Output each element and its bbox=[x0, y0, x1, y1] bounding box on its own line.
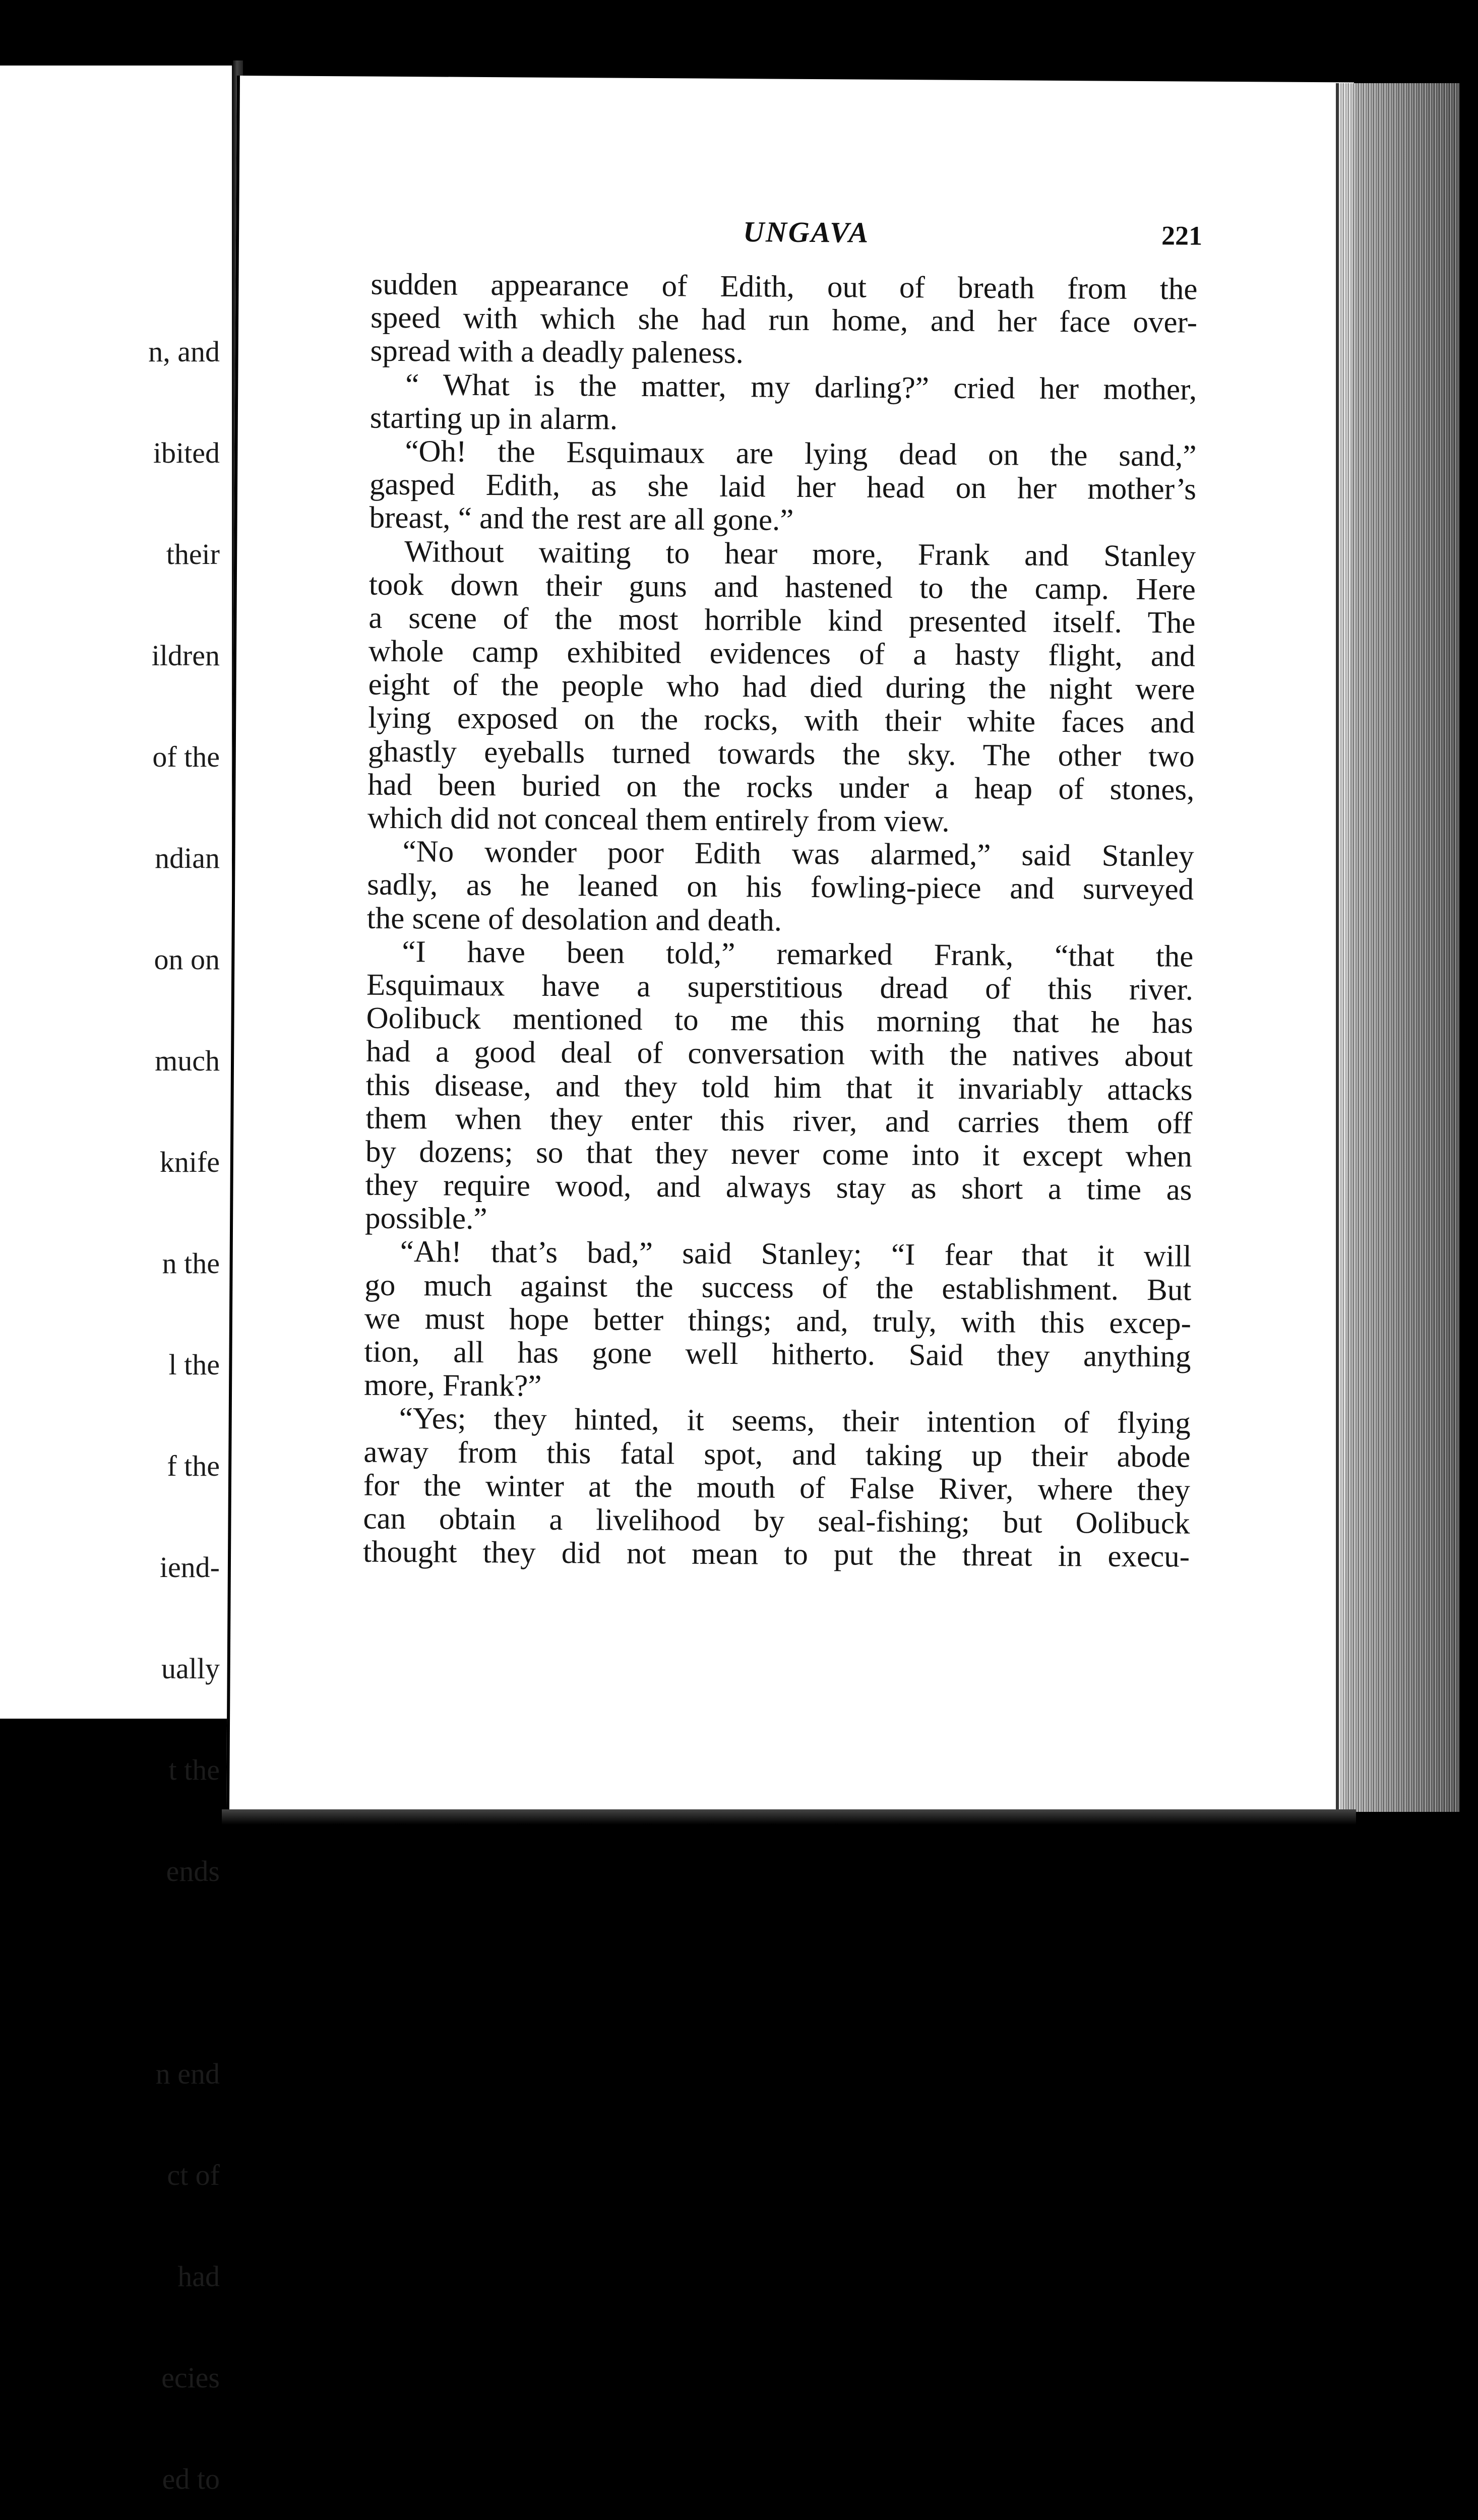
text-line: Oolibuck mentioned to me this morning that he has bbox=[366, 1001, 1193, 1040]
left-fragment: ends bbox=[166, 1855, 220, 1887]
text-line: “I have been told,” remarked Frank, “that the bbox=[402, 934, 1194, 974]
text-line: “Oh! the Esquimaux are lying dead on the sand,” bbox=[405, 434, 1197, 473]
text-line: ghastly eyeballs turned towards the sky. The other two bbox=[367, 734, 1195, 774]
left-fragment: ildren bbox=[151, 639, 220, 672]
book-fore-edge bbox=[1336, 83, 1460, 1812]
text-line: them when they enter this river, and carries them off bbox=[365, 1101, 1193, 1141]
left-fragment: on on bbox=[154, 943, 220, 976]
text-line: had a good deal of conversation with the natives about bbox=[365, 1034, 1193, 1074]
text-line: eight of the people who had died during the night were bbox=[368, 667, 1195, 707]
left-facing-page bbox=[0, 66, 235, 2495]
body-text bbox=[363, 268, 1198, 1574]
left-fragment: l the bbox=[168, 1348, 220, 1381]
text-line: “ What is the matter, my darling?” cried her mother, bbox=[405, 367, 1197, 407]
text-line: took down their guns and hastened to the camp. Here bbox=[368, 568, 1196, 607]
text-line: they require wood, and always stay as short a time as bbox=[365, 1168, 1192, 1207]
text-line: sadly, as he leaned on his fowling-piece and surveyed bbox=[366, 867, 1194, 907]
running-head: UNGAVA bbox=[743, 215, 870, 249]
left-fragment: n end bbox=[155, 2057, 220, 2090]
text-line: thought they did not mean to put the threat in execu- bbox=[362, 1535, 1190, 1574]
left-fragment: ndian bbox=[155, 842, 220, 874]
text-line: by dozens; so that they never come into it except when bbox=[365, 1135, 1193, 1174]
text-line: this disease, and they told him that it invariably attacks bbox=[365, 1068, 1193, 1107]
text-line: away from this fatal spot, and taking up their abode bbox=[363, 1435, 1191, 1474]
text-line: starting up in alarm. bbox=[370, 401, 618, 436]
left-fragment: n, and bbox=[148, 335, 220, 368]
text-line: breast, “ and the rest are all gone.” bbox=[369, 500, 794, 538]
text-line: which did not conceal them entirely from view. bbox=[367, 801, 950, 839]
text-line: “No wonder poor Edith was alarmed,” said Stanley bbox=[402, 835, 1194, 873]
left-fragment: had bbox=[177, 2260, 220, 2293]
text-line: speed with which she had run home, and her face over- bbox=[370, 300, 1198, 340]
text-line: go much against the success of the establishment. But bbox=[364, 1268, 1192, 1307]
left-fragment: much bbox=[155, 1044, 220, 1077]
text-line: Without waiting to hear more, Frank and Stanley bbox=[404, 534, 1196, 574]
left-fragment: ct of bbox=[167, 2159, 220, 2191]
left-fragment: f the bbox=[167, 1450, 220, 1482]
left-fragment: ibited bbox=[153, 436, 220, 469]
left-fragment: ed to bbox=[162, 2463, 220, 2495]
text-line: had been buried on the rocks under a heap of stones, bbox=[367, 768, 1195, 807]
left-fragment: n the bbox=[162, 1247, 220, 1280]
text-line: we must hope better things; and, truly, with this excep- bbox=[364, 1301, 1192, 1341]
left-fragment bbox=[148, 1956, 220, 1989]
text-line: can obtain a livelihood by seal-fishing; but Oolibuck bbox=[363, 1501, 1190, 1541]
page-bottom-shadow bbox=[222, 1809, 1356, 1824]
text-line: sudden appearance of Edith, out of breath from the bbox=[371, 267, 1198, 306]
left-fragment: t the bbox=[168, 1753, 220, 1786]
text-line: whole camp exhibited evidences of a hasty flight, and bbox=[368, 634, 1196, 673]
text-line: more, Frank?” bbox=[363, 1368, 542, 1403]
left-fragment: ually bbox=[161, 1652, 220, 1685]
left-fragment: of the bbox=[152, 740, 220, 773]
left-page-text-fragments bbox=[148, 267, 220, 2520]
left-fragment: ecies bbox=[161, 2361, 220, 2394]
text-line: possible.” bbox=[364, 1201, 487, 1236]
text-line: a scene of the most horrible kind presented itself. The bbox=[368, 601, 1196, 640]
text-line: “Ah! that’s bad,” said Stanley; “I fear that it will bbox=[400, 1235, 1192, 1274]
text-line: “Yes; they hinted, it seems, their intention of flying bbox=[399, 1402, 1191, 1440]
page-number: 221 bbox=[1161, 220, 1203, 251]
text-line: lying exposed on the rocks, with their white faces and bbox=[368, 701, 1195, 740]
left-fragment: knife bbox=[159, 1146, 220, 1178]
right-page bbox=[226, 76, 1354, 1823]
text-line: for the winter at the mouth of False River, where they bbox=[363, 1468, 1191, 1507]
text-line: spread with a deadly paleness. bbox=[370, 334, 744, 370]
text-line: gasped Edith, as she laid her head on her mother’s bbox=[369, 467, 1197, 507]
text-line: Esquimaux have a superstitious dread of this river. bbox=[366, 968, 1194, 1007]
text-line: tion, all has gone well hitherto. Said they anything bbox=[364, 1335, 1191, 1374]
text-line: the scene of desolation and death. bbox=[366, 901, 782, 938]
left-fragment: their bbox=[166, 538, 220, 571]
left-fragment: iend- bbox=[159, 1551, 220, 1584]
